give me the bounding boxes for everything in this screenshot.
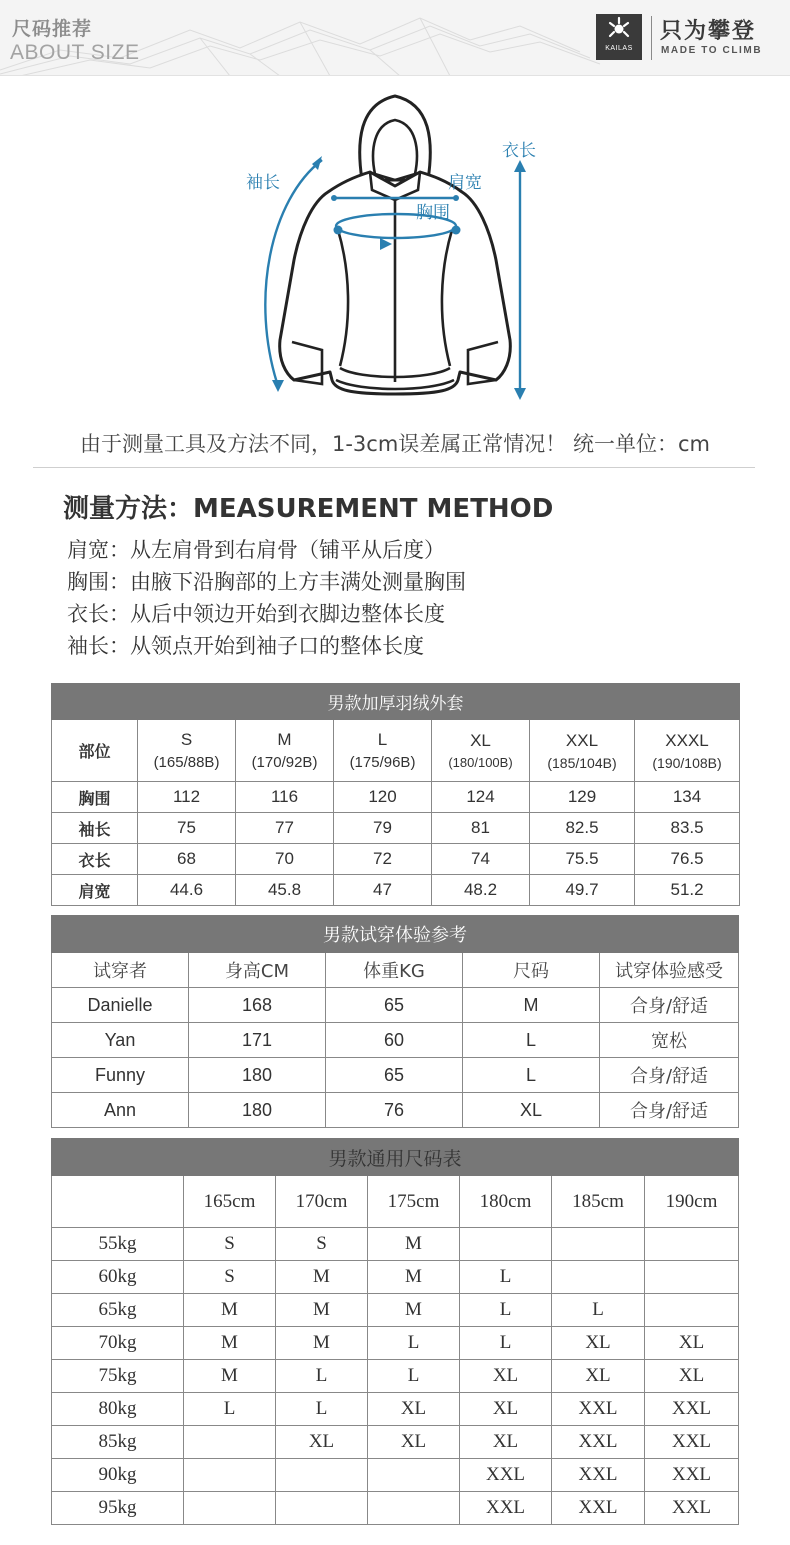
table-cell: 74: [432, 844, 530, 875]
table-cell: 60: [326, 1023, 463, 1058]
size-measurement-table: [51, 683, 740, 906]
size-code: (175/96B): [349, 754, 416, 771]
sleeve-length-label: 袖长: [246, 173, 280, 193]
table-cell: XL: [368, 1393, 460, 1426]
table-cell: 120: [334, 782, 432, 813]
weight-label: 55kg: [52, 1228, 184, 1261]
table-cell: XXL: [552, 1459, 645, 1492]
table-cell: M: [368, 1294, 460, 1327]
table-cell: Funny: [52, 1058, 189, 1093]
table-cell: 合身/舒适: [600, 1093, 739, 1128]
column-header: 试穿体验感受: [600, 953, 739, 988]
table-cell: 76.5: [635, 844, 740, 875]
table-cell: M: [184, 1360, 276, 1393]
row-label: 肩宽: [52, 875, 138, 906]
table-cell: XL: [460, 1426, 552, 1459]
table-cell: L: [368, 1360, 460, 1393]
table-cell: XXL: [552, 1426, 645, 1459]
table-corner-header: 部位: [52, 720, 138, 782]
weight-label: 70kg: [52, 1327, 184, 1360]
table-cell: [184, 1459, 276, 1492]
table-cell: 180: [189, 1093, 326, 1128]
table-cell: 112: [138, 782, 236, 813]
table-cell: 116: [236, 782, 334, 813]
table-cell: Ann: [52, 1093, 189, 1128]
table-cell: [276, 1492, 368, 1525]
table-cell: 168: [189, 988, 326, 1023]
table-caption: 男款通用尺码表: [52, 1139, 739, 1176]
size-name: S: [180, 730, 193, 749]
table-cell: M: [368, 1228, 460, 1261]
size-name: L: [377, 730, 388, 749]
page-header: [0, 0, 790, 76]
slogan-en: MADE TO CLIMB: [661, 45, 763, 56]
brand-logo: [596, 14, 642, 60]
table-cell: L: [460, 1327, 552, 1360]
table-cell: 124: [432, 782, 530, 813]
table-cell: 合身/舒适: [600, 1058, 739, 1093]
table-cell: XXL: [645, 1459, 739, 1492]
table-cell: [184, 1492, 276, 1525]
row-label: 袖长: [52, 813, 138, 844]
general-size-table: [51, 1138, 739, 1525]
brand-name: KAILAS: [605, 45, 633, 52]
size-header: [138, 720, 236, 782]
size-code: (170/92B): [251, 754, 318, 771]
table-cell: 180: [189, 1058, 326, 1093]
weight-label: 60kg: [52, 1261, 184, 1294]
table-cell: XL: [645, 1327, 739, 1360]
row-label: 胸围: [52, 782, 138, 813]
table-cell: S: [184, 1261, 276, 1294]
table-cell: [645, 1261, 739, 1294]
height-header: 170cm: [276, 1176, 368, 1228]
table-cell: [552, 1228, 645, 1261]
table-cell: L: [368, 1327, 460, 1360]
table-cell: 76: [326, 1093, 463, 1128]
table-cell: M: [463, 988, 600, 1023]
column-header: 身高CM: [189, 953, 326, 988]
table-cell: [368, 1492, 460, 1525]
table-cell: 77: [236, 813, 334, 844]
table-cell: S: [184, 1228, 276, 1261]
header-title-en: ABOUT SIZE: [10, 41, 140, 64]
table-cell: S: [276, 1228, 368, 1261]
divider: [33, 467, 755, 468]
table-cell: 45.8: [236, 875, 334, 906]
size-name: XXL: [565, 730, 599, 750]
height-header: 165cm: [184, 1176, 276, 1228]
table-cell: 65: [326, 1058, 463, 1093]
size-header: [635, 720, 740, 782]
table-cell: 51.2: [635, 875, 740, 906]
shoulder-width-label: 肩宽: [448, 173, 482, 193]
table-cell: Danielle: [52, 988, 189, 1023]
table-cell: M: [184, 1294, 276, 1327]
table-cell: L: [276, 1393, 368, 1426]
table-cell: [460, 1228, 552, 1261]
size-header: [236, 720, 334, 782]
height-header: 180cm: [460, 1176, 552, 1228]
size-name: M: [277, 730, 292, 749]
jacket-diagram: [0, 80, 790, 420]
weight-label: 80kg: [52, 1393, 184, 1426]
method-line: 胸围：由腋下沿胸部的上方丰满处测量胸围: [67, 570, 466, 594]
method-title: 测量方法：MEASUREMENT METHOD: [63, 494, 554, 524]
size-code: (185/104B): [547, 754, 617, 771]
table-cell: [645, 1294, 739, 1327]
weight-label: 85kg: [52, 1426, 184, 1459]
table-cell: 72: [334, 844, 432, 875]
table-cell: 宽松: [600, 1023, 739, 1058]
body-length-label: 衣长: [502, 141, 536, 161]
column-header: 体重KG: [326, 953, 463, 988]
table-cell: 44.6: [138, 875, 236, 906]
method-line: 衣长：从后中领边开始到衣脚边整体长度: [67, 602, 445, 626]
table-cell: XXL: [460, 1459, 552, 1492]
table-cell: L: [463, 1058, 600, 1093]
table-cell: 75.5: [530, 844, 635, 875]
height-header: 190cm: [645, 1176, 739, 1228]
table-cell: M: [276, 1294, 368, 1327]
column-header: 试穿者: [52, 953, 189, 988]
table-cell: 81: [432, 813, 530, 844]
table-cell: XXL: [645, 1492, 739, 1525]
table-cell: 65: [326, 988, 463, 1023]
height-header: 175cm: [368, 1176, 460, 1228]
weight-label: 65kg: [52, 1294, 184, 1327]
method-line: 肩宽：从左肩骨到右肩骨（铺平从后度）: [67, 538, 445, 562]
table-cell: M: [276, 1261, 368, 1294]
table-cell: 70: [236, 844, 334, 875]
size-header: [432, 720, 530, 782]
table-cell: M: [276, 1327, 368, 1360]
size-code: (190/108B): [652, 754, 722, 771]
trial-reference-table: [51, 915, 739, 1128]
table-cell: 129: [530, 782, 635, 813]
table-cell: M: [184, 1327, 276, 1360]
table-cell: XXL: [645, 1426, 739, 1459]
table-cell: 134: [635, 782, 740, 813]
table-cell: L: [552, 1294, 645, 1327]
table-cell: XL: [368, 1426, 460, 1459]
table-cell: XXL: [645, 1393, 739, 1426]
table-caption: 男款加厚羽绒外套: [52, 684, 740, 720]
table-cell: XL: [460, 1393, 552, 1426]
table-cell: 79: [334, 813, 432, 844]
measurement-note: 由于测量工具及方法不同，1-3cm误差属正常情况！ 统一单位：cm: [80, 432, 710, 456]
table-cell: XL: [552, 1327, 645, 1360]
table-cell: L: [463, 1023, 600, 1058]
table-cell: L: [460, 1294, 552, 1327]
header-title-cn: 尺码推荐: [12, 18, 93, 40]
table-caption: 男款试穿体验参考: [52, 916, 739, 953]
table-cell: XXL: [552, 1492, 645, 1525]
table-cell: XL: [460, 1360, 552, 1393]
table-corner: [52, 1176, 184, 1228]
weight-label: 90kg: [52, 1459, 184, 1492]
table-cell: 83.5: [635, 813, 740, 844]
weight-label: 75kg: [52, 1360, 184, 1393]
table-cell: Yan: [52, 1023, 189, 1058]
size-code: (165/88B): [153, 754, 220, 771]
size-name: XL: [470, 731, 491, 750]
table-cell: 49.7: [530, 875, 635, 906]
table-cell: XL: [463, 1093, 600, 1128]
table-cell: XL: [276, 1426, 368, 1459]
method-line: 袖长：从领点开始到袖子口的整体长度: [67, 634, 424, 658]
table-cell: 82.5: [530, 813, 635, 844]
height-header: 185cm: [552, 1176, 645, 1228]
table-cell: 68: [138, 844, 236, 875]
table-cell: [552, 1261, 645, 1294]
column-header: 尺码: [463, 953, 600, 988]
row-label: 衣长: [52, 844, 138, 875]
table-cell: 48.2: [432, 875, 530, 906]
table-cell: [276, 1459, 368, 1492]
size-header: [530, 720, 635, 782]
table-cell: XXL: [552, 1393, 645, 1426]
table-cell: 75: [138, 813, 236, 844]
table-cell: L: [460, 1261, 552, 1294]
table-cell: L: [276, 1360, 368, 1393]
size-name: XXXL: [665, 730, 709, 750]
table-cell: XL: [645, 1360, 739, 1393]
table-cell: 合身/舒适: [600, 988, 739, 1023]
table-cell: [184, 1426, 276, 1459]
size-code: (180/100B): [448, 755, 513, 770]
table-cell: XL: [552, 1360, 645, 1393]
table-cell: M: [368, 1261, 460, 1294]
size-header: [334, 720, 432, 782]
table-cell: 171: [189, 1023, 326, 1058]
slogan-cn: 只为攀登: [660, 19, 757, 44]
table-cell: [645, 1228, 739, 1261]
jacket-illustration: [0, 80, 790, 420]
weight-label: 95kg: [52, 1492, 184, 1525]
table-cell: [368, 1459, 460, 1492]
table-cell: XXL: [460, 1492, 552, 1525]
table-cell: L: [184, 1393, 276, 1426]
logo-divider: [651, 16, 652, 60]
table-cell: 47: [334, 875, 432, 906]
climber-logo-icon: [596, 14, 642, 44]
chest-label: 胸围: [416, 203, 450, 223]
